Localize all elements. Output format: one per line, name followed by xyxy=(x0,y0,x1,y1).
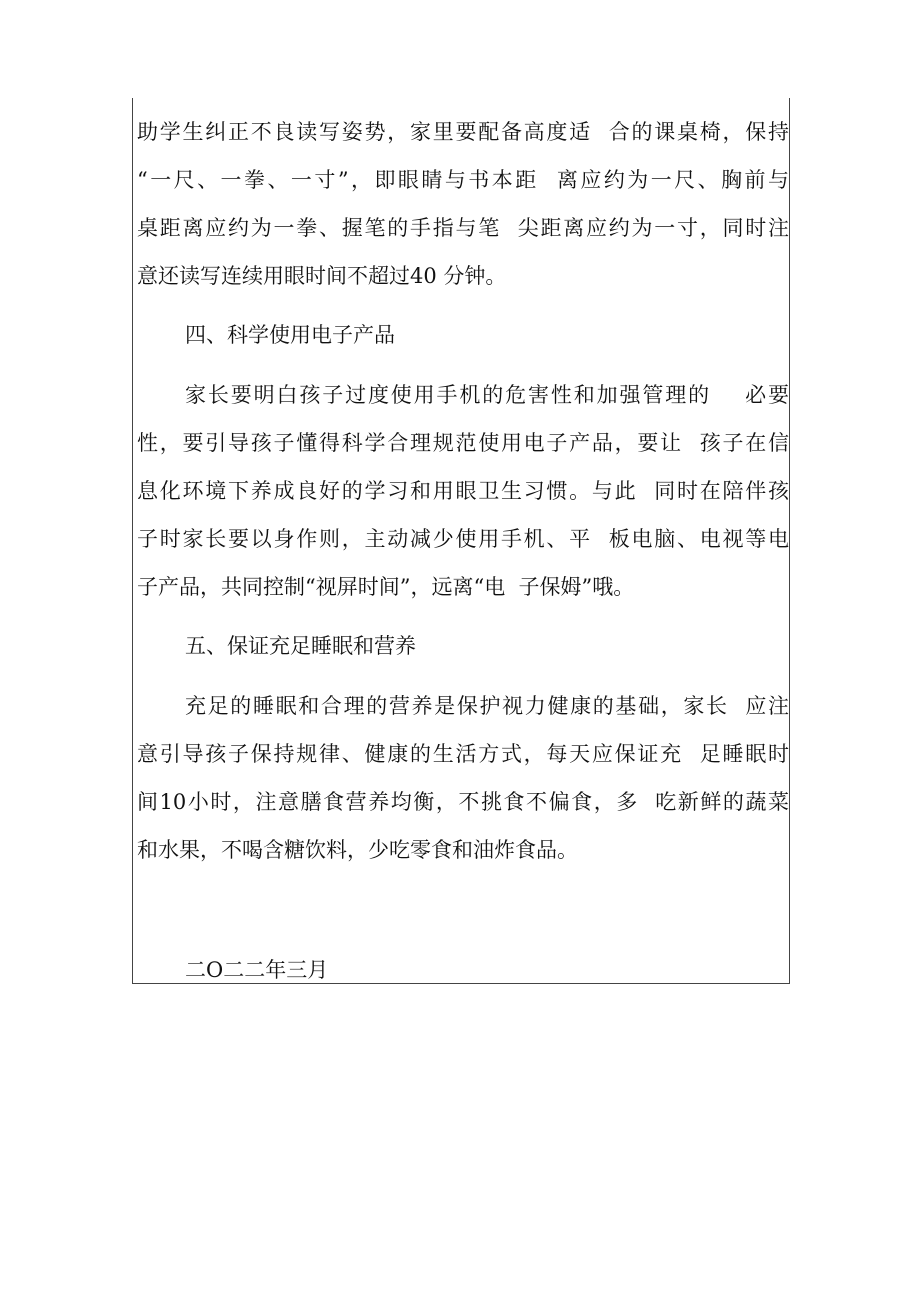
paragraph-4-line-4: 子时家长要以身作则，主动减少使用手机、平 板电脑、电视等电 xyxy=(137,527,789,551)
paragraph-5-line-1: 充足的睡眠和合理的营养是保护视力健康的基础，家长 应注 xyxy=(185,694,789,718)
paragraph-5-line-4: 和水果，不喝含糖饮料，少吃零食和油炸食品。 xyxy=(137,838,578,862)
paragraph-3-line-2: “一尺、一拳、一寸”，即眼睛与书本距 离应约为一尺、胸前与 xyxy=(137,168,789,192)
paragraph-4-line-3: 息化环境下养成良好的学习和用眼卫生习惯。与此 同时在陪伴孩 xyxy=(137,479,789,503)
paragraph-5-line-2: 意引导孩子保持规律、健康的生活方式，每天应保证充 足睡眠时 xyxy=(137,742,789,766)
paragraph-4-line-2: 性，要引导孩子懂得科学合理规范使用电子产品，要让 孩子在信 xyxy=(137,431,789,455)
document-date: 二O二二年三月 xyxy=(185,958,329,982)
paragraph-5-line-3: 间10小时，注意膳食营养均衡，不挑食不偏食，多 吃新鲜的蔬菜 xyxy=(137,790,789,814)
paragraph-4-line-5: 子产品，共同控制“视屏时间”，远离“电 子保姆”哦。 xyxy=(137,575,635,599)
section-heading-5: 五、保证充足睡眠和营养 xyxy=(185,634,416,658)
paragraph-3-line-1: 助学生纠正不良读写姿势，家里要配备高度适 合的课桌椅，保持 xyxy=(137,120,789,144)
section-heading-4: 四、科学使用电子产品 xyxy=(185,323,395,347)
paragraph-3-line-3: 桌距离应约为一拳、握笔的手指与笔 尖距离应约为一寸，同时注 xyxy=(137,216,789,240)
paragraph-3-line-4: 意还读写连续用眼时间不超过40 分钟。 xyxy=(137,264,507,288)
paragraph-4-line-1: 家长要明白孩子过度使用手机的危害性和加强管理的 必要 xyxy=(185,383,789,407)
